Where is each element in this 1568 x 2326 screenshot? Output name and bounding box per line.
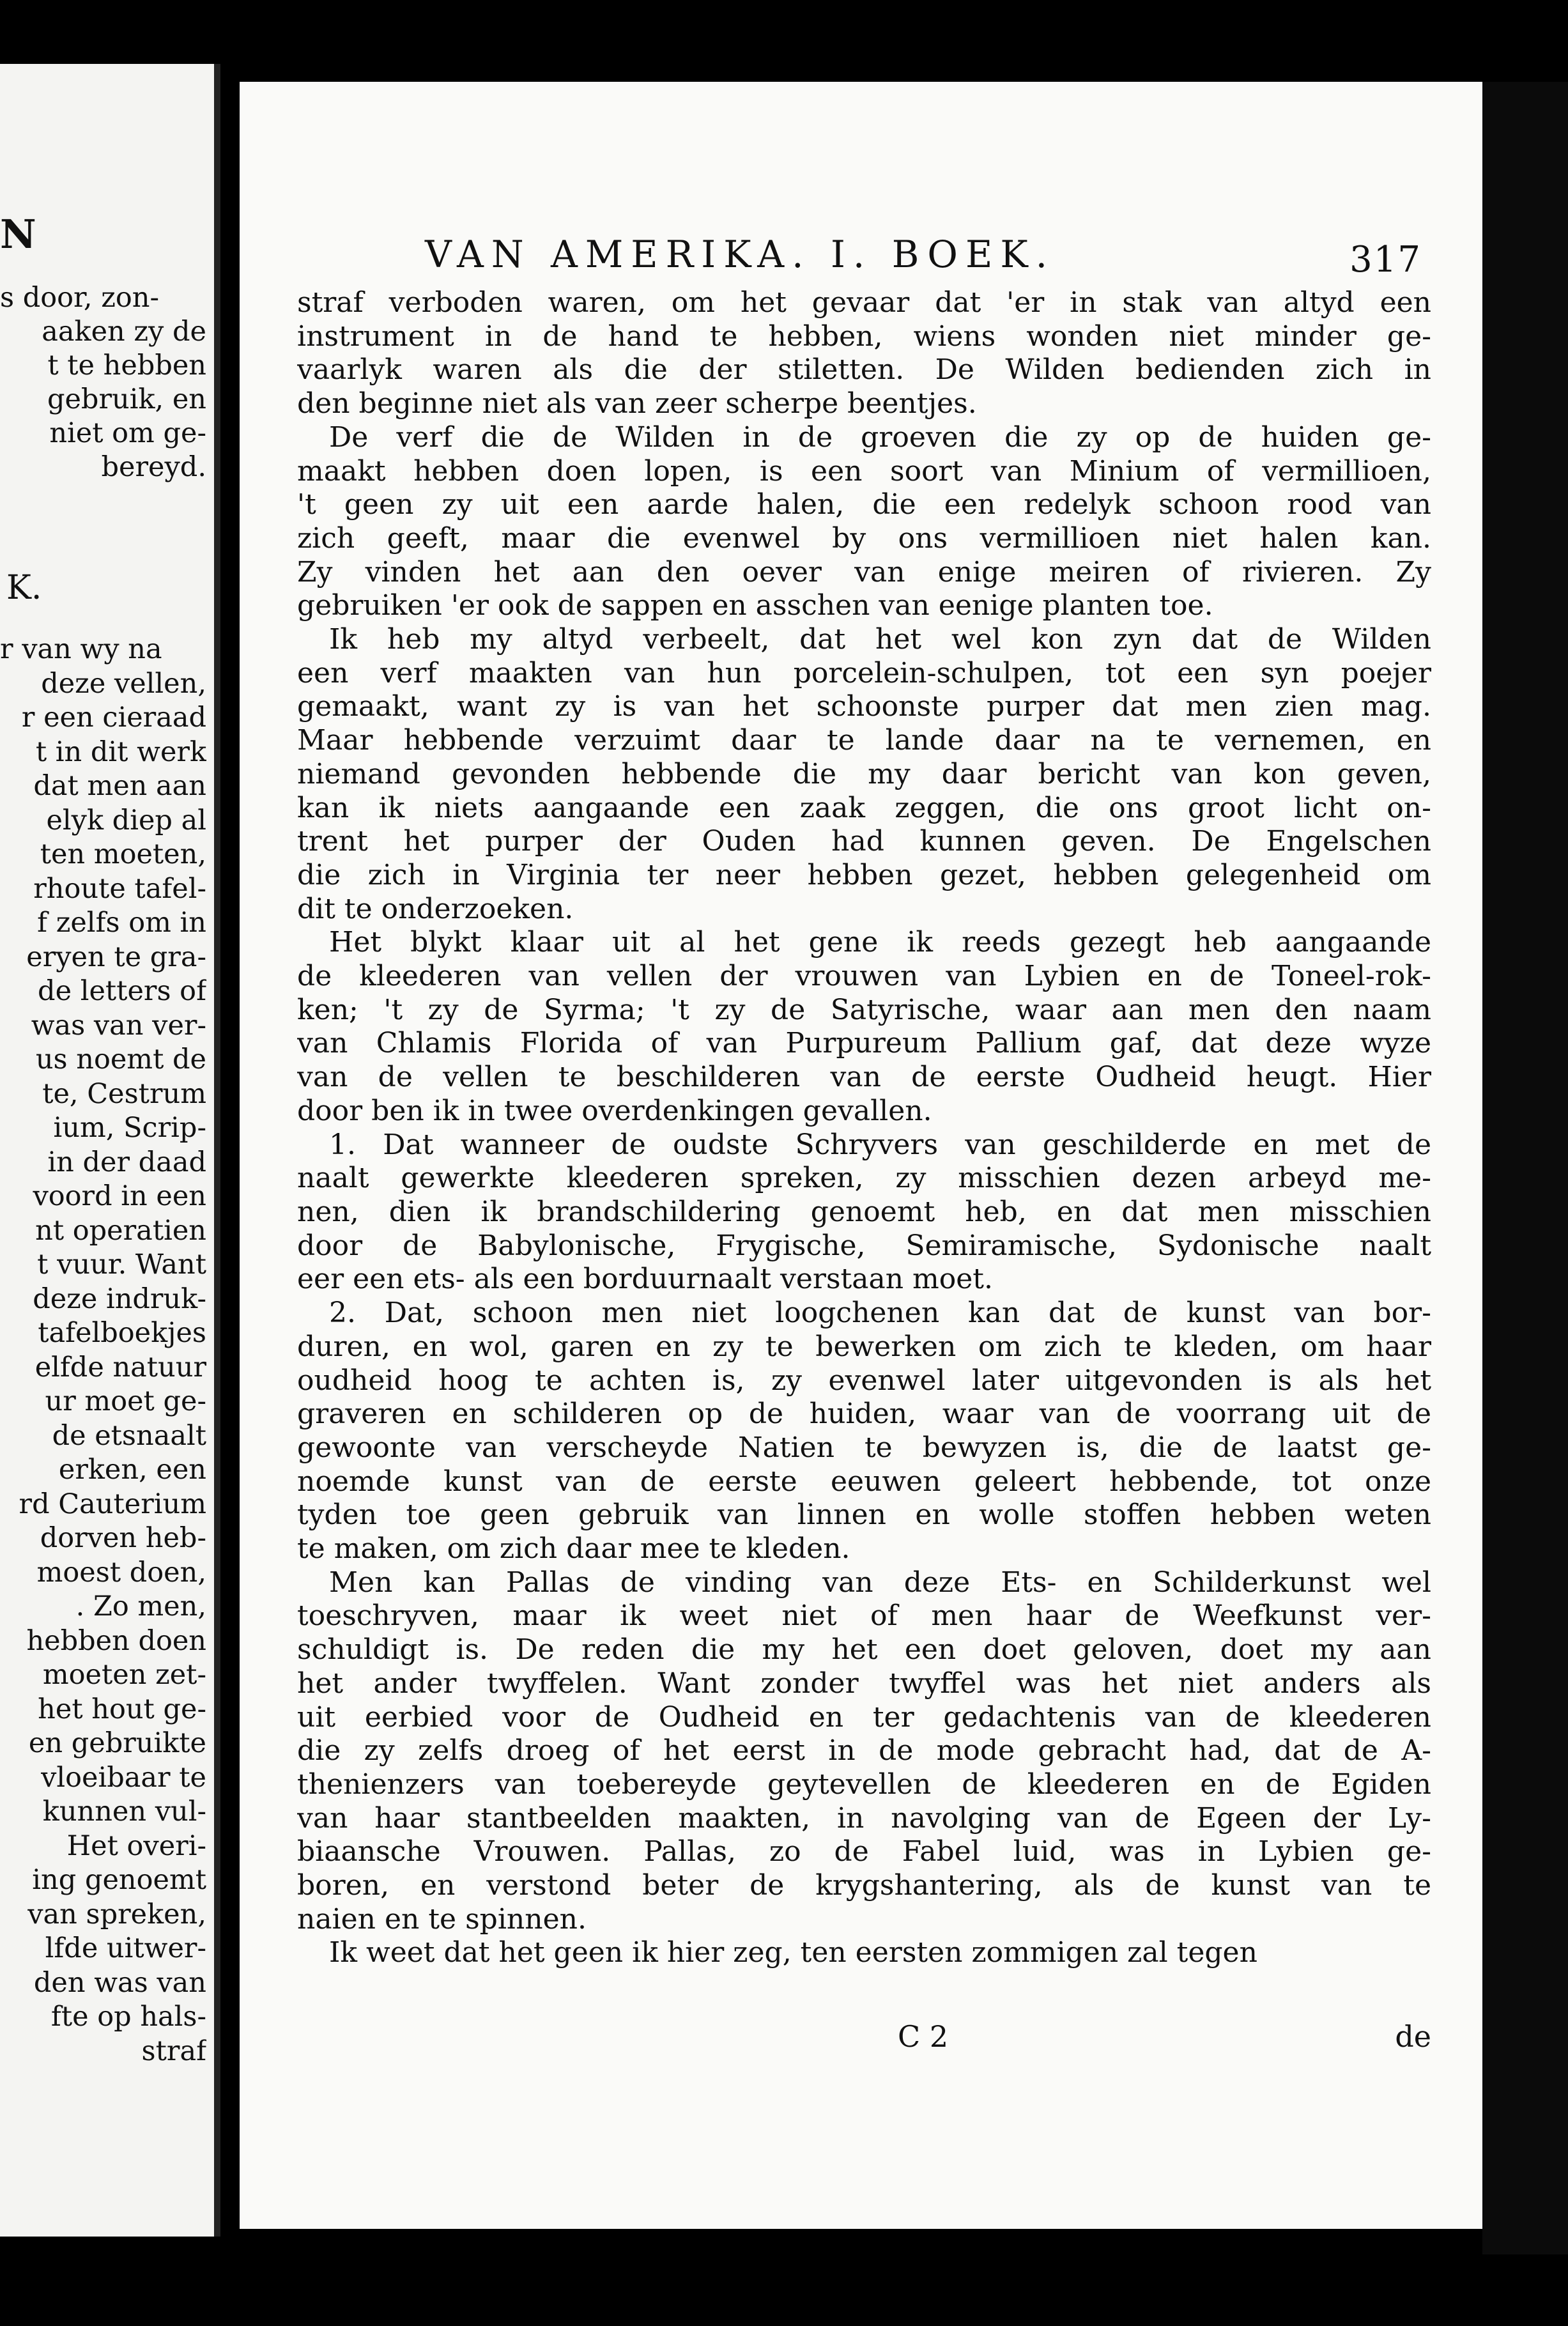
text-line: toeschryven, maar ik weet niet of men haar de Weefkunst ver- (297, 1599, 1431, 1633)
text-line: van Chlamis Florida of van Purpureum Pallium gaf, dat deze wyze (297, 1027, 1431, 1060)
left-page-line: us noemt de (35, 1044, 206, 1075)
scan-edge (1482, 82, 1568, 2254)
left-page-line: hebben doen (26, 1624, 206, 1657)
text-line: biaansche Vrouwen. Pallas, zo de Fabel luid, was in Lybien ge- (297, 1835, 1431, 1868)
left-page-line: straf (141, 2035, 206, 2067)
left-page-bottom-lines (0, 633, 206, 2068)
left-page-line: aaken zy de (42, 316, 206, 348)
catchword: de (1395, 2019, 1431, 2054)
text-line: boren, en verstond beter de krygshantering, als de kunst van te (297, 1869, 1431, 1902)
left-page-line: de etsnaalt (52, 1419, 206, 1452)
text-line: eer een ets- als een borduurnaalt verstaan moet. (297, 1263, 993, 1296)
text-line: 't geen zy uit een aarde halen, die een redelyk schoon rood van (297, 488, 1431, 521)
left-page-line: kunnen vul- (42, 1796, 206, 1828)
text-line: kan ik niets aangaande een zaak zeggen, die ons groot licht on- (297, 791, 1431, 824)
left-page-line: t in dit werk (35, 736, 206, 768)
text-line: die zy zelfs droeg of het eerst in de mode gebracht had, dat de A- (297, 1734, 1431, 1768)
text-line: door ben ik in twee overdenkingen gevallen. (297, 1094, 932, 1127)
text-line: van haar stantbeelden maakten, in navolging van de Egeen der Ly- (297, 1801, 1431, 1835)
left-page-line: te, Cestrum (42, 1077, 206, 1110)
text-line: van de vellen te beschilderen van de eerste Oudheid heugt. Hier (297, 1061, 1431, 1094)
left-page-line: ing genoemt (32, 1864, 206, 1896)
text-line: Ik weet dat het geen ik hier zeg, ten eersten zommigen zal tegen (329, 1936, 1257, 1969)
text-line: straf verboden waren, om het gevaar dat 'er in stak van altyd een (297, 286, 1431, 319)
text-line: thenienzers van toebereyde geytevellen de kleederen en de Egiden (297, 1768, 1431, 1801)
left-page-line: s door, zon- (0, 282, 159, 314)
left-page-line: vloeibaar te (41, 1761, 206, 1794)
left-page-line: elyk diep al (46, 804, 206, 836)
left-page-line: was van ver- (31, 1009, 206, 1042)
left-page-line: den was van (33, 1966, 206, 1999)
text-line: gemaakt, want zy is van het schoonste purper dat men zien mag. (297, 690, 1431, 723)
signature-mark: C 2 (898, 2019, 949, 2054)
text-line: uit eerbied voor de Oudheid en ter gedachtenis van de kleederen (297, 1700, 1431, 1734)
left-page-line: ten moeten, (40, 838, 206, 870)
text-line: ken; 't zy de Syrma; 't zy de Satyrische, waar aan men den naam (297, 993, 1431, 1026)
left-page-line: bereyd. (101, 451, 206, 483)
left-page-line: deze vellen, (41, 667, 206, 700)
text-line: tyden toe geen gebruik van linnen en wolle stoffen hebben weten (297, 1498, 1431, 1532)
right-page (240, 82, 1482, 2229)
left-page-line: rhoute tafel- (33, 872, 206, 905)
left-page-line: het hout ge- (38, 1693, 206, 1725)
left-page-line: van spreken, (27, 1898, 206, 1930)
text-line: die zich in Virginia ter neer hebben gezet, hebben gelegenheid om (297, 858, 1431, 891)
text-line: trent het purper der Ouden had kunnen geven. De Engelschen (297, 825, 1431, 858)
text-line: het ander twyffelen. Want zonder twyffel was het niet anders als (297, 1667, 1431, 1700)
left-page-line: r van wy na (0, 633, 162, 665)
text-line: zich geeft, maar die evenwel by ons vermillioen niet halen kan. (297, 521, 1431, 555)
text-line: Ik heb my altyd verbeelt, dat het wel kon zyn dat de Wilden (329, 623, 1431, 656)
left-page-line: niet om ge- (49, 417, 206, 449)
text-line: oudheid hoog te achten is, zy evenwel later uitgevonden is als het (297, 1364, 1431, 1397)
text-line: 2. Dat, schoon men niet loogchenen kan dat de kunst van bor- (329, 1297, 1431, 1330)
left-page-fragment (0, 64, 220, 2237)
left-page-line: r een cieraad (21, 702, 206, 734)
text-line: 1. Dat wanneer de oudste Schryvers van geschilderde en met de (329, 1128, 1431, 1161)
left-page-line: tafelboekjes (38, 1317, 206, 1349)
text-line: te maken, om zich daar mee te kleden. (297, 1532, 850, 1566)
left-page-line: moest doen, (36, 1556, 206, 1589)
running-head-title: VAN AMERIKA. I. BOEK. (425, 233, 1056, 276)
left-page-line: in der daad (47, 1146, 206, 1178)
left-page-line: elfde natuur (35, 1351, 206, 1383)
left-page-line: rd Cauterium (19, 1488, 206, 1520)
text-line: Het blykt klaar uit al het gene ik reeds gezegt heb aangaande (329, 926, 1431, 959)
text-line: Maar hebbende verzuimt daar te lande daar na te vernemen, en (297, 724, 1431, 757)
body-text (297, 286, 1431, 1970)
left-page-line: gebruik, en (47, 383, 206, 415)
left-page-line: en gebruikte (28, 1727, 206, 1759)
left-page-line: eryen te gra- (26, 941, 206, 973)
text-line: graveren en schilderen op de huiden, waar van de voorrang uit de (297, 1398, 1431, 1431)
left-page-line: erken, een (58, 1454, 206, 1486)
text-line: dit te onderzoeken. (297, 892, 574, 925)
left-page-top-lines (0, 281, 206, 484)
left-page-line: dat men aan (33, 770, 206, 802)
text-line: duren, en wol, garen en zy te bewerken om zich te kleden, om haar (297, 1330, 1431, 1363)
text-line: Men kan Pallas de vinding van deze Ets- en Schilderkunst wel (329, 1566, 1431, 1599)
running-head (425, 233, 1422, 281)
text-line: naalt gewerkte kleederen spreken, zy misschien dezen arbeyd me- (297, 1162, 1431, 1195)
left-page-line: f zelfs om in (37, 907, 206, 939)
text-line: Zy vinden het aan den oever van enige meiren of rivieren. Zy (297, 555, 1431, 589)
text-line: nen, dien ik brandschildering genoemt heb, en dat men misschien (297, 1195, 1431, 1228)
text-line: instrument in de hand te hebben, wiens wonden niet minder ge- (297, 320, 1431, 353)
text-line: de kleederen van vellen der vrouwen van Lybien en de Toneel-rok- (297, 960, 1431, 993)
left-page-line: . Zo men, (75, 1590, 206, 1622)
left-page-line: Het overi- (66, 1829, 206, 1862)
text-line: vaarlyk waren als die der stiletten. De Wilden bedienden zich in (297, 353, 1431, 387)
text-line: niemand gevonden hebbende die my daar bericht van kon geven, (297, 757, 1431, 790)
text-line: een verf maakten van hun porcelein-schulpen, tot een syn poejer (297, 656, 1431, 689)
left-page-line: de letters of (38, 975, 206, 1007)
left-page-line: nt operatien (35, 1214, 206, 1247)
left-page-line: dorven heb- (40, 1522, 206, 1554)
text-line: door de Babylonische, Frygische, Semiramische, Sydonische naalt (297, 1229, 1431, 1262)
left-page-line: deze indruk- (33, 1282, 206, 1315)
left-page-line: ium, Scrip- (53, 1112, 206, 1144)
text-line: maakt hebben doen lopen, is een soort van Minium of vermillioen, (297, 454, 1431, 488)
text-line: naien en te spinnen. (297, 1902, 587, 1936)
left-page-heading-fragment: K. (6, 569, 42, 607)
text-line: gebruiken 'er ook de sappen en asschen van eenige planten toe. (297, 589, 1213, 622)
left-page-line: t te hebben (47, 350, 206, 381)
text-line: schuldigt is. De reden die my het een doet geloven, doet my aan (297, 1633, 1431, 1667)
left-page-header-fragment: N (0, 211, 38, 258)
text-line: gewoonte van verscheyde Natien te bewyzen is, die de laatst ge- (297, 1431, 1431, 1464)
left-page-line: t vuur. Want (37, 1249, 206, 1281)
text-line: noemde kunst van de eerste eeuwen geleert hebbende, tot onze (297, 1465, 1431, 1498)
text-line: den beginne niet als van zeer scherpe beentjes. (297, 387, 977, 420)
left-page-line: voord in een (33, 1180, 206, 1212)
page-number: 317 (1349, 239, 1422, 281)
text-line: De verf die de Wilden in de groeven die zy op de huiden ge- (329, 420, 1431, 454)
left-page-line: lfde uitwer- (45, 1932, 206, 1964)
page-footer (297, 2019, 1431, 2058)
left-page-line: moeten zet- (42, 1659, 206, 1691)
left-page-line: fte op hals- (50, 2001, 206, 2033)
left-page-line: ur moet ge- (45, 1385, 206, 1417)
